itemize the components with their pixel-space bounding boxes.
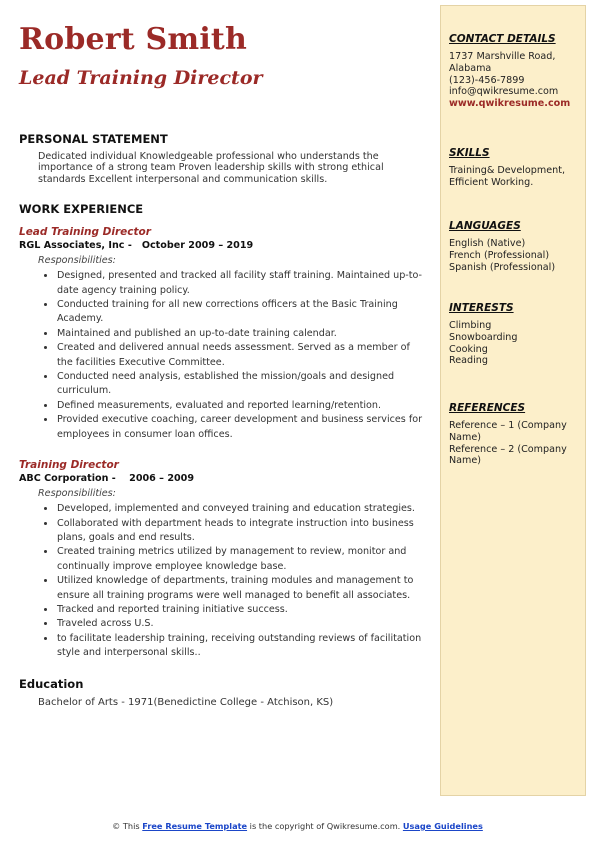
list-item: • Maintained and published an up-to-date training calendar. — [56, 327, 424, 341]
list-item: • Traveled across U.S. — [56, 617, 424, 631]
responsibilities-label: Responsibilities: — [38, 488, 116, 500]
personal-statement-heading: PERSONAL STATEMENT — [19, 132, 168, 146]
list-item: Cooking — [449, 343, 488, 355]
skills-section — [449, 147, 583, 189]
interests-heading: INTERESTS — [449, 302, 514, 314]
responsibility-list — [19, 502, 424, 660]
free-resume-template-link[interactable]: Free Resume Template — [142, 821, 248, 831]
job-company: RGL Associates, Inc - — [19, 240, 132, 252]
skills-text: Training& Development, Efficient Working. — [449, 165, 566, 188]
list-item: • Created and delivered annual needs assessment. Served as a member of the facilities Executive Committee. — [56, 341, 424, 370]
address-line: Alabama — [449, 62, 492, 74]
address-line: 1737 Marshville Road, — [449, 51, 556, 62]
list-item: • Provided executive coaching, career development and business services for employees in consumer loan offices. — [56, 413, 424, 442]
list-item: • Collaborated with department heads to integrate instruction into business plans, goals and end results. — [56, 517, 424, 546]
footer-text: © This — [112, 821, 143, 831]
references-section — [449, 402, 583, 467]
list-item: • Utilized knowledge of departments, training modules and management to ensure all training programs were well managed to benefit all associates. — [56, 574, 424, 603]
list-item: • Defined measurements, evaluated and reported learning/retention. — [56, 399, 424, 413]
references-list — [449, 420, 583, 467]
contact-details — [449, 51, 583, 110]
work-experience-heading: WORK EXPERIENCE — [19, 202, 144, 217]
usage-guidelines-link[interactable]: Usage Guidelines — [402, 821, 483, 831]
list-item: • Conducted need analysis, established the mission/goals and designed curriculum. — [56, 370, 424, 399]
job-company: ABC Corporation - — [19, 473, 116, 485]
skills-heading: SKILLS — [449, 147, 490, 159]
list-item: French (Professional) — [449, 249, 550, 261]
sidebar — [440, 5, 586, 796]
website-link[interactable]: www.qwikresume.com — [449, 98, 571, 110]
education-text: Bachelor of Arts - 1971(Benedictine College - Atchison, KS) — [38, 696, 334, 708]
list-item: • Created training metrics utilized by management to review, monitor and continually improve employee knowledge base. — [56, 545, 424, 574]
list-item: • Developed, implemented and conveyed training and education strategies. — [56, 502, 424, 516]
job-company-line — [19, 473, 424, 484]
education-heading: Education — [19, 676, 84, 691]
job-company-line — [19, 240, 424, 251]
list-item: Snowboarding — [449, 331, 518, 343]
job-title-header: Lead Training Director — [19, 67, 263, 89]
list-item: Spanish (Professional) — [449, 261, 556, 273]
list-item: • to facilitate leadership training, receiving outstanding reviews of facilitation style and interpersonal skills.. — [56, 632, 424, 661]
list-item: Reference – 2 (Company Name) — [449, 443, 567, 467]
email-address: info@qwikresume.com — [449, 86, 559, 98]
main-column — [19, 132, 424, 708]
list-item: English (Native) — [449, 238, 526, 249]
footer — [0, 821, 595, 831]
contact-heading: CONTACT DETAILS — [449, 33, 556, 45]
job-title: Training Director — [19, 459, 119, 472]
phone-number: (123)-456-7899 — [449, 74, 525, 86]
list-item: • Designed, presented and tracked all facility staff training. Maintained up-to-date agency training policy. — [56, 269, 424, 298]
languages-heading: LANGUAGES — [449, 220, 521, 232]
candidate-name: Robert Smith — [19, 22, 247, 57]
references-heading: REFERENCES — [449, 402, 526, 414]
languages-section — [449, 220, 583, 273]
personal-statement-text: Dedicated individual Knowledgeable professional who understands the importance of a strong team Proven leadership skills with strong ethical standards Excellent interpersonal and communication skills. — [38, 151, 384, 185]
job-dates: 2006 – 2009 — [129, 473, 195, 485]
list-item: Reference – 1 (Company Name) — [449, 420, 567, 443]
contact-section — [449, 33, 583, 110]
job-dates: October 2009 – 2019 — [141, 240, 254, 252]
job-entry — [19, 226, 424, 442]
job-title: Lead Training Director — [19, 226, 151, 239]
list-item: Climbing — [449, 320, 492, 331]
responsibilities-label: Responsibilities: — [38, 255, 116, 267]
responsibility-list — [19, 269, 424, 442]
list-item: • Tracked and reported training initiative success. — [56, 603, 424, 617]
languages-list — [449, 238, 583, 273]
interests-list — [449, 320, 583, 367]
footer-text: is the copyright of Qwikresume.com. — [247, 821, 403, 831]
list-item: Reading — [449, 355, 488, 367]
list-item: • Conducted training for all new corrections officers at the Basic Training Academy. — [56, 298, 424, 327]
interests-section — [449, 302, 583, 367]
job-entry — [19, 459, 424, 660]
